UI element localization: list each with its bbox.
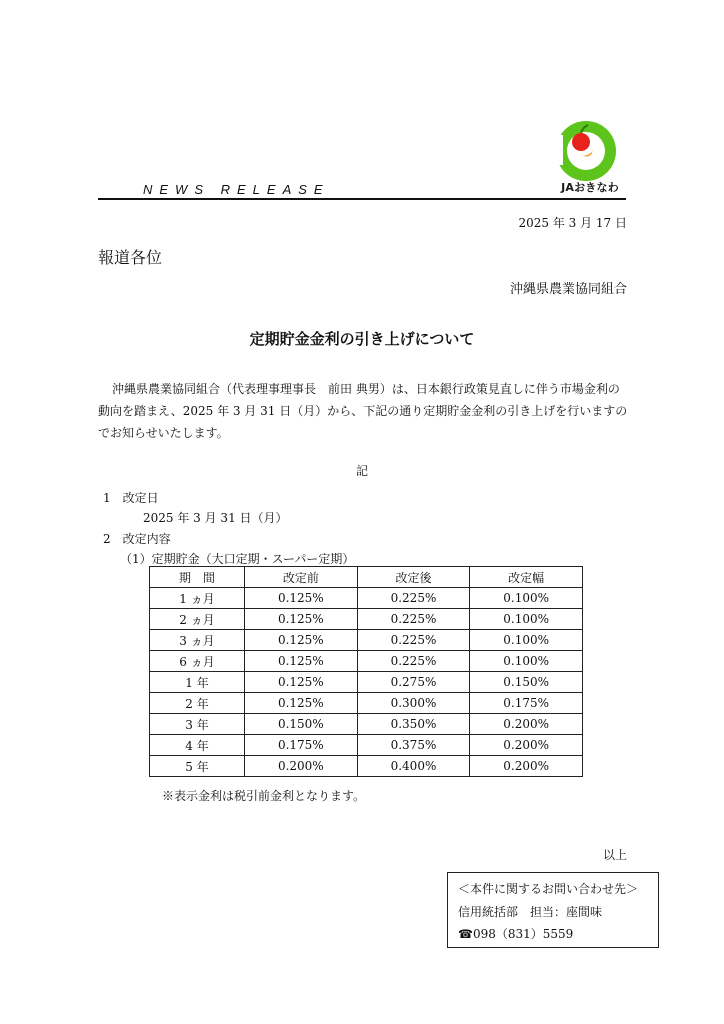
table-cell: 0.100% [470,651,583,672]
item1-label: 1 改定日 [103,491,159,505]
table-cell: 0.125% [245,672,358,693]
phone-icon: ☎ [458,927,473,941]
contact-heading: ＜本件に関するお問い合わせ先＞ [458,882,639,896]
organization-name: 沖縄県農業協同組合 [509,282,627,297]
table-cell: 0.225% [357,630,470,651]
rate-table [149,566,583,777]
table-cell: 0.375% [357,735,470,756]
table-cell: 4 年 [150,735,245,756]
item2-sub-label: （1）定期貯金（大口定期・スーパー定期） [120,552,355,566]
table-cell: 0.175% [470,693,583,714]
table-cell: 0.100% [470,588,583,609]
contact-department: 信用統括部 担当：座間味 [458,905,603,919]
table-cell: 0.150% [470,672,583,693]
table-cell: 0.400% [357,756,470,777]
table-cell: 3 年 [150,714,245,735]
table-row [150,714,583,735]
table-header: 改定後 [357,567,470,588]
table-row [150,651,583,672]
body-text: 沖縄県農業協同組合（代表理事理事長 前田 典男）は、日本銀行政策見直しに伴う市場金利の動向を踏まえ、2025 年 3 月 31 日（月）から、下記の通り定期貯金金利の引き上げを行いますのでお知らせいたします。 [98,382,628,440]
table-header-row [150,567,583,588]
table-cell: 0.100% [470,630,583,651]
table-cell: 0.175% [245,735,358,756]
contact-box [447,872,659,948]
table-cell: 3 ヵ月 [150,630,245,651]
table-header: 期 間 [150,567,245,588]
item2-label: 2 改定内容 [103,532,171,546]
contact-phone: 098（831）5559 [472,927,574,941]
table-cell: 0.225% [357,588,470,609]
table-note: ※表示金利は税引前金利となります。 [162,789,366,803]
body-paragraph [98,378,628,444]
logo-text: JAおきなわ [561,181,619,194]
table-cell: 0.125% [245,630,358,651]
table-cell: 0.100% [470,609,583,630]
table-row [150,609,583,630]
page-title: 定期貯金金利の引き上げについて [249,330,475,348]
table-cell: 0.200% [470,735,583,756]
table-cell: 5 年 [150,756,245,777]
table-cell: 0.200% [470,756,583,777]
table-cell: 0.125% [245,651,358,672]
table-cell: 2 ヵ月 [150,609,245,630]
table-cell: 0.300% [357,693,470,714]
table-cell: 2 年 [150,693,245,714]
table-row [150,735,583,756]
table-cell: 6 ヵ月 [150,651,245,672]
table-row [150,756,583,777]
table-cell: 0.125% [245,693,358,714]
item1-date: 2025 年 3 月 31 日（月） [143,511,288,525]
table-header: 改定幅 [470,567,583,588]
table-header: 改定前 [245,567,358,588]
news-release-label: NEWS RELEASE [143,182,330,197]
table-cell: 0.350% [357,714,470,735]
release-date: 2025 年 3 月 17 日 [518,216,627,230]
table-cell: 0.200% [245,756,358,777]
contact-phone-line [458,925,573,942]
table-row [150,588,583,609]
table-row [150,693,583,714]
closing-ijo: 以上 [602,848,627,862]
table-row [150,672,583,693]
header-rule [98,198,626,200]
table-cell: 0.150% [245,714,358,735]
table-cell: 0.225% [357,609,470,630]
recipient: 報道各位 [98,248,163,267]
table-cell: 0.200% [470,714,583,735]
table-cell: 0.125% [245,588,358,609]
table-cell: 0.125% [245,609,358,630]
table-cell: 0.275% [357,672,470,693]
table-body [150,588,583,777]
table-cell: 0.225% [357,651,470,672]
table-row [150,630,583,651]
ki-marker: 記 [355,464,368,478]
table-cell: 1 ヵ月 [150,588,245,609]
table-cell: 1 年 [150,672,245,693]
